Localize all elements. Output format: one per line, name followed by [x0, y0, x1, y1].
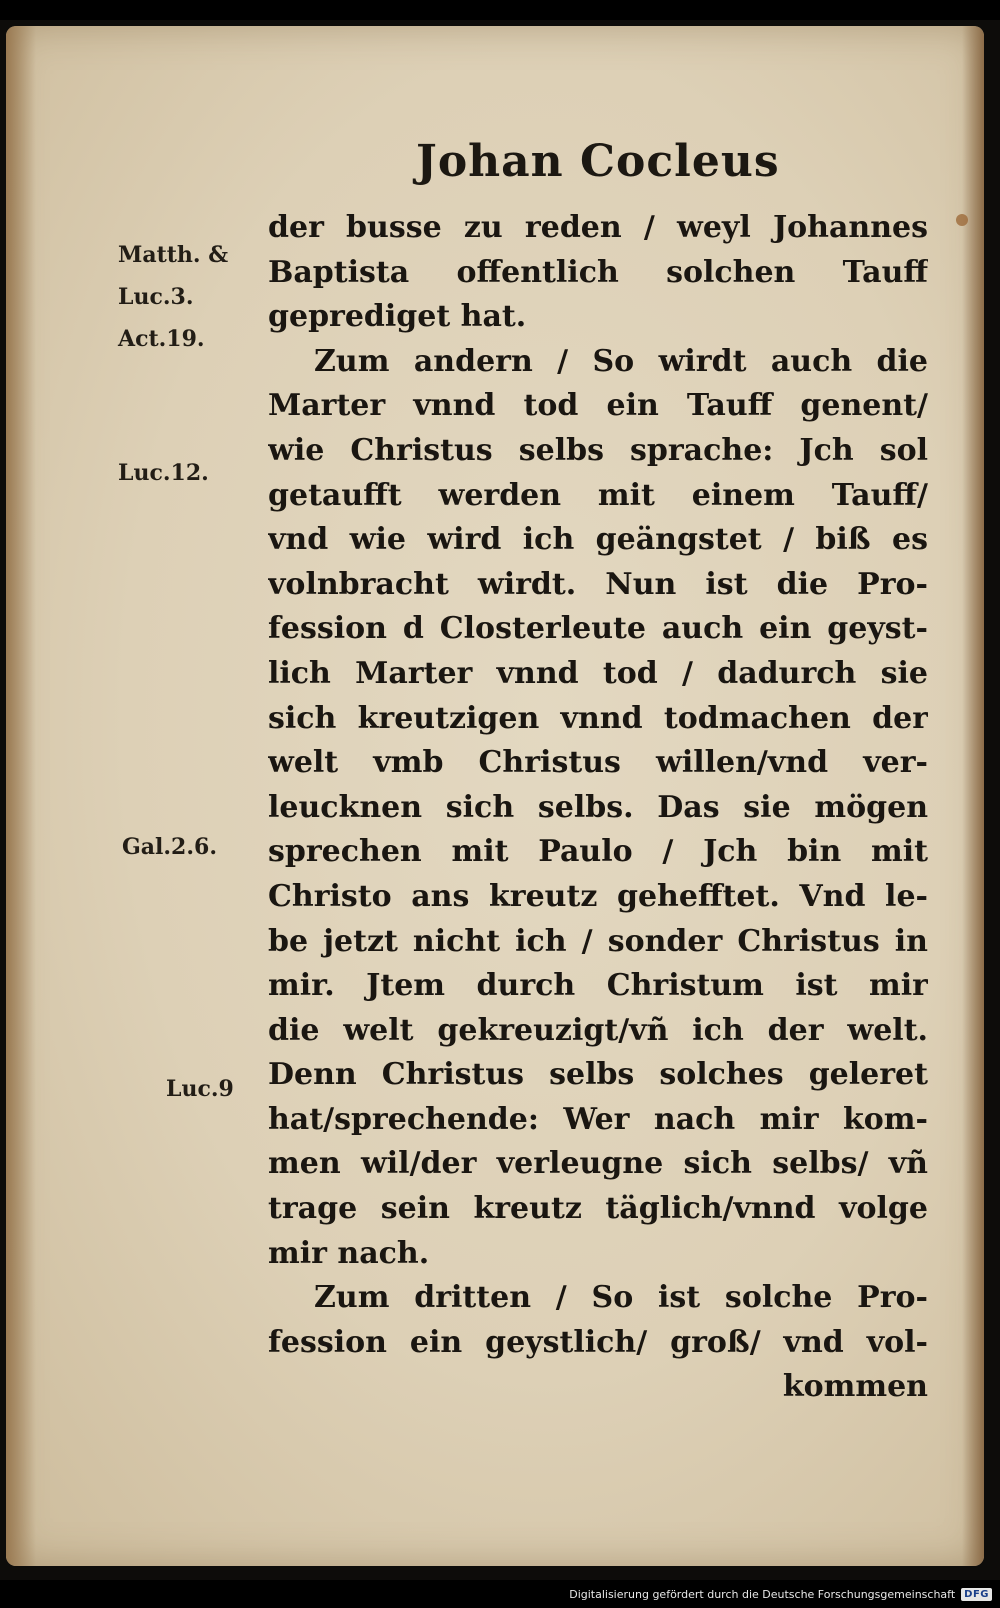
text-line: sprechen mit Paulo / Jch bin mit: [268, 834, 928, 870]
margin-note-act-19: Act.19.: [118, 326, 205, 352]
text-line: Baptista offentlich solchen Tauff: [268, 254, 928, 290]
text-line: volnbracht wirdt. Nun ist die Pro-: [268, 566, 928, 602]
margin-note-luc-3: Luc.3.: [118, 284, 194, 310]
text-line: fession ein geystlich/ groß/ vnd vol-: [268, 1324, 928, 1360]
digitization-footer: [569, 1584, 992, 1604]
text-line: hat/sprechende: Wer nach mir kom-: [268, 1101, 928, 1137]
margin-note-gal: Gal.2.6.: [122, 834, 217, 860]
text-line: geprediget hat.: [268, 299, 527, 335]
catchword: kommen: [782, 1369, 928, 1405]
text-line: fession d Closterleute auch ein geyst-: [268, 611, 928, 647]
scan-background: [0, 20, 1000, 1580]
dfg-logo-icon: DFG: [961, 1588, 992, 1601]
footer-credit: Digitalisierung gefördert durch die Deutsche Forschungsgemeinschaft: [569, 1587, 956, 1601]
page-edge-shadow: [962, 26, 984, 1566]
text-line: Zum dritten / So ist solche Pro-: [314, 1280, 928, 1316]
margin-note-matth: Matth. &: [118, 242, 229, 268]
text-line: Denn Christus selbs solches geleret: [268, 1057, 928, 1093]
text-line: men wil/der verleugne sich selbs/ vñ: [268, 1146, 928, 1182]
body-text: [268, 206, 928, 1410]
text-line: wie Christus selbs sprache: Jch sol: [268, 432, 928, 468]
text-line: Christo ans kreutz gehefftet. Vnd le-: [268, 878, 928, 914]
text-line: Zum andern / So wirdt auch die: [314, 343, 928, 379]
margin-note-luc-12: Luc.12.: [118, 460, 209, 486]
text-line: trage sein kreutz täglich/vnnd volge: [268, 1191, 928, 1227]
margin-note-luc-9: Luc.9: [166, 1076, 234, 1102]
text-line: leucknen sich selbs. Das sie mögen: [268, 789, 928, 825]
book-page: [6, 26, 984, 1566]
text-line: die welt gekreuzigt/vñ ich der welt.: [268, 1012, 928, 1048]
text-line: be jetzt nicht ich / sonder Christus in: [268, 923, 928, 959]
page-binding-shadow: [6, 26, 36, 1566]
paper-stain: [956, 214, 968, 226]
running-head: Johan Cocleus: [416, 136, 780, 187]
text-line: lich Marter vnnd tod / dadurch sie: [268, 655, 928, 691]
text-line: sich kreutzigen vnnd todmachen der: [268, 700, 928, 736]
text-line: getaufft werden mit einem Tauff/: [268, 477, 928, 513]
text-line: mir nach.: [268, 1235, 430, 1271]
text-line: der busse zu reden / weyl Johannes: [268, 210, 928, 245]
text-line: welt vmb Christus willen/vnd ver-: [268, 745, 928, 781]
text-line: Marter vnnd tod ein Tauff genent/: [268, 388, 928, 424]
text-line: mir. Jtem durch Christum ist mir: [268, 968, 928, 1004]
text-line: vnd wie wird ich geängstet / biß es: [268, 522, 928, 558]
